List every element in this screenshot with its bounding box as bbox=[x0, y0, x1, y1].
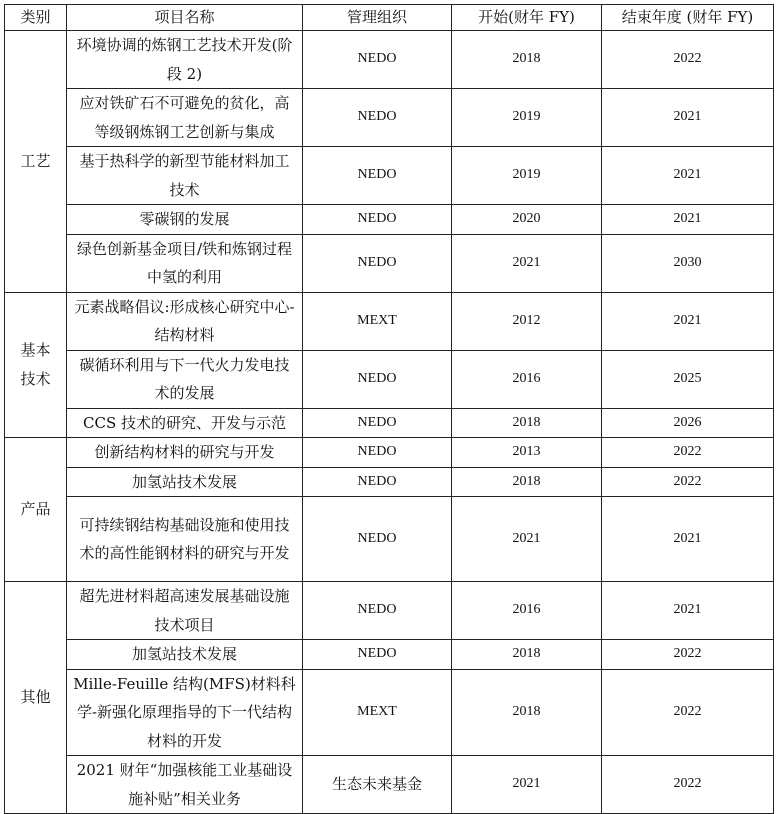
end-year: 2021 bbox=[602, 89, 774, 147]
project-name: 加氢站技术发展 bbox=[67, 640, 303, 670]
project-name: 零碳钢的发展 bbox=[67, 205, 303, 235]
organization: NEDO bbox=[303, 234, 452, 292]
end-year: 2022 bbox=[602, 438, 774, 468]
start-year: 2018 bbox=[452, 669, 602, 756]
header-end-year: 结束年度 (财年 FY) bbox=[602, 5, 774, 31]
organization: NEDO bbox=[303, 497, 452, 582]
end-year: 2022 bbox=[602, 467, 774, 497]
end-year: 2021 bbox=[602, 292, 774, 350]
start-year: 2012 bbox=[452, 292, 602, 350]
table-row bbox=[5, 467, 774, 497]
project-name: 加氢站技术发展 bbox=[67, 467, 303, 497]
projects-table bbox=[4, 4, 774, 814]
start-year: 2020 bbox=[452, 205, 602, 235]
end-year: 2022 bbox=[602, 640, 774, 670]
start-year: 2018 bbox=[452, 31, 602, 89]
category-cell bbox=[5, 292, 67, 438]
end-year: 2022 bbox=[602, 669, 774, 756]
table-row bbox=[5, 408, 774, 438]
organization: NEDO bbox=[303, 205, 452, 235]
table-row bbox=[5, 669, 774, 756]
end-year: 2026 bbox=[602, 408, 774, 438]
start-year: 2021 bbox=[452, 756, 602, 814]
organization: NEDO bbox=[303, 640, 452, 670]
header-row bbox=[5, 5, 774, 31]
table-row bbox=[5, 756, 774, 814]
table-row bbox=[5, 438, 774, 468]
start-year: 2021 bbox=[452, 497, 602, 582]
end-year: 2021 bbox=[602, 497, 774, 582]
table-row bbox=[5, 497, 774, 582]
project-name: 碳循环利用与下一代火力发电技术的发展 bbox=[67, 350, 303, 408]
header-project-name: 项目名称 bbox=[67, 5, 303, 31]
start-year: 2016 bbox=[452, 582, 602, 640]
organization: NEDO bbox=[303, 408, 452, 438]
project-name: CCS 技术的研究、开发与示范 bbox=[67, 408, 303, 438]
start-year: 2016 bbox=[452, 350, 602, 408]
project-name: 超先进材料超高速发展基础设施技术项目 bbox=[67, 582, 303, 640]
start-year: 2019 bbox=[452, 147, 602, 205]
organization: NEDO bbox=[303, 31, 452, 89]
table-row bbox=[5, 582, 774, 640]
project-name: 可持续钢结构基础设施和使用技术的高性能钢材料的研究与开发 bbox=[67, 497, 303, 582]
start-year: 2019 bbox=[452, 89, 602, 147]
organization: MEXT bbox=[303, 669, 452, 756]
start-year: 2018 bbox=[452, 640, 602, 670]
project-name: 环境协调的炼钢工艺技术开发(阶段 2) bbox=[67, 31, 303, 89]
organization: NEDO bbox=[303, 438, 452, 468]
end-year: 2021 bbox=[602, 147, 774, 205]
start-year: 2018 bbox=[452, 408, 602, 438]
table-row bbox=[5, 350, 774, 408]
organization: NEDO bbox=[303, 89, 452, 147]
header-category: 类别 bbox=[5, 5, 67, 31]
category-label: 基本技术 bbox=[20, 341, 51, 388]
organization: 生态未来基金 bbox=[303, 756, 452, 814]
end-year: 2021 bbox=[602, 582, 774, 640]
table-row bbox=[5, 89, 774, 147]
organization: NEDO bbox=[303, 147, 452, 205]
header-start-year: 开始(财年 FY) bbox=[452, 5, 602, 31]
organization: NEDO bbox=[303, 467, 452, 497]
project-name: 应对铁矿石不可避免的贫化，高等级钢炼钢工艺创新与集成 bbox=[67, 89, 303, 147]
organization: NEDO bbox=[303, 582, 452, 640]
header-organization: 管理组织 bbox=[303, 5, 452, 31]
project-name: 2021 财年“加强核能工业基础设施补贴”相关业务 bbox=[67, 756, 303, 814]
end-year: 2021 bbox=[602, 205, 774, 235]
end-year: 2022 bbox=[602, 756, 774, 814]
category-cell: 其他 bbox=[5, 582, 67, 814]
end-year: 2025 bbox=[602, 350, 774, 408]
project-name: 绿色创新基金项目/铁和炼钢过程中氢的利用 bbox=[67, 234, 303, 292]
table-row bbox=[5, 292, 774, 350]
organization: NEDO bbox=[303, 350, 452, 408]
table-row bbox=[5, 640, 774, 670]
category-cell: 产品 bbox=[5, 438, 67, 582]
table-row bbox=[5, 205, 774, 235]
start-year: 2018 bbox=[452, 467, 602, 497]
start-year: 2021 bbox=[452, 234, 602, 292]
end-year: 2030 bbox=[602, 234, 774, 292]
category-cell: 工艺 bbox=[5, 31, 67, 293]
table-row bbox=[5, 234, 774, 292]
table-row bbox=[5, 31, 774, 89]
project-name: 创新结构材料的研究与开发 bbox=[67, 438, 303, 468]
project-name: Mille-Feuille 结构(MFS)材料科学-新强化原理指导的下一代结构材料的开发 bbox=[67, 669, 303, 756]
table-row bbox=[5, 147, 774, 205]
start-year: 2013 bbox=[452, 438, 602, 468]
project-name: 元素战略倡议:形成核心研究中心-结构材料 bbox=[67, 292, 303, 350]
end-year: 2022 bbox=[602, 31, 774, 89]
organization: MEXT bbox=[303, 292, 452, 350]
project-name: 基于热科学的新型节能材料加工技术 bbox=[67, 147, 303, 205]
